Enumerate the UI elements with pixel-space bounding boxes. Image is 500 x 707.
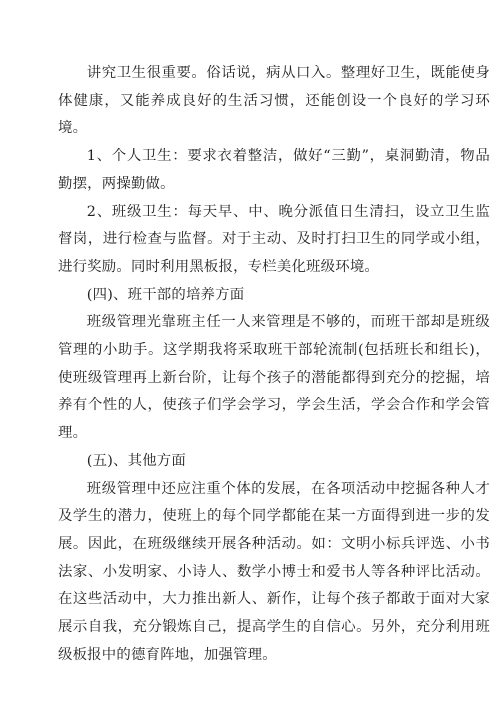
section-heading-other: (五)、其他方面 [86,452,186,469]
section-heading-class-cadre: (四)、班干部的培养方面 [86,286,245,303]
paragraph-intro: 讲究卫生很重要。俗话说，病从口入。整理好卫生，既能使身体健康，又能养成良好的生活习惯，还能创设一个良好的学习环境。 [58,65,490,137]
document-body [58,60,490,669]
paragraph-personal-hygiene: 1、个人卫生：要求衣着整洁，做好“三勤”，桌洞勤清，物品勤摆，两操勤做。 [58,148,490,192]
paragraph-other: 班级管理中还应注重个体的发展，在各项活动中挖掘各种人才及学生的潜力，使班上的每个同学都能在某一方面得到进一步的发展。因此，在班级继续开展各种活动。如：文明小标兵评选、小书法家、小发明家、小诗人、数学小博士和爱书人等各种评比活动。在这些活动中，大力推出新人、新作，让每个孩子都敢于面对大家展示自我，充分锻炼自己，提高学生的自信心。另外，充分利用班级板报中的德育阵地，加强管理。 [58,480,490,663]
paragraph-class-cadre: 班级管理光靠班主任一人来管理是不够的，而班干部却是班级管理的小助手。这学期我将采取班干部轮流制(包括班长和组长)，使班级管理再上新台阶，让每个孩子的潜能都得到充分的挖掘，培养有个性的人，使孩子们学会学习，学会生活，学会合作和学会管理。 [58,314,490,442]
paragraph-class-hygiene: 2、班级卫生：每天早、中、晚分派值日生清扫，设立卫生监督岗，进行检查与监督。对于主动、及时打扫卫生的同学或小组，进行奖励。同时利用黑板报，专栏美化班级环境。 [58,203,490,275]
